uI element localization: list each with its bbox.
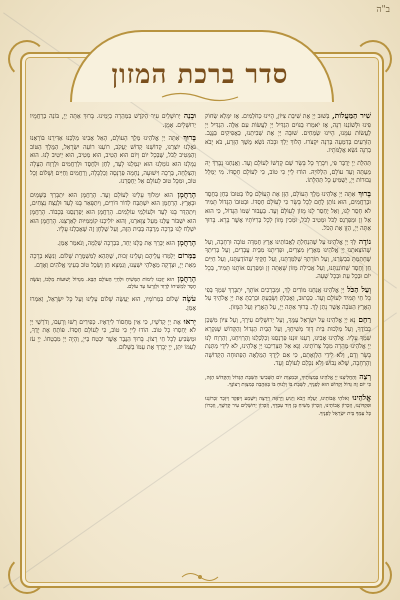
paragraph-lead-word: בָּרוּךְ xyxy=(355,188,371,198)
blessing-paragraph xyxy=(205,238,371,282)
page-number: ב"ה xyxy=(376,5,390,15)
paragraph-text: בְּשׁוּב יְיָ אֶת שִׁיבַת צִיּוֹן, הָיִינוּ כְּחֹלְמִים. אָז יִמָּלֵא שְׂחוֹק פִּינוּ וּלְשׁוֹנֵנוּ רִנָּה, אָז יֹאמְרוּ בַגּוֹיִם הִגְדִּיל יְיָ לַעֲשׂוֹת עִם אֵלֶּה. הִגְדִּיל יְיָ לַעֲשׂוֹת עִמָּנוּ, הָיִינוּ שְׂמֵחִים. שׁוּבָה יְיָ אֶת שְׁבִיתֵנוּ, כַּאֲפִיקִים בַּנֶּגֶב. הַזֹּרְעִים בְּדִמְעָה בְּרִנָּה יִקְצֹרוּ. הָלוֹךְ יֵלֵךְ וּבָכֹה נֹשֵׂא מֶשֶׁךְ הַזָּרַע, בֹּא יָבֹא בְרִנָּה נֹשֵׂא אֲלֻמֹּתָיו. xyxy=(205,113,371,155)
paragraph-text: וֵאלֹהֵי אֲבוֹתֵינוּ, יַעֲלֶה וְיָבֹא וְיַגִּיעַ וְיֵרָאֶה וְיֵרָצֶה וְיִשָּׁמַע וְיִפָּקֵד וְיִזָּכֵר זִכְרוֹנֵנוּ וּפִקְדּוֹנֵנוּ, וְזִכְרוֹן אֲבוֹתֵינוּ, וְזִכְרוֹן מָשִׁיחַ בֶּן דָּוִד עַבְדֶּךָ, וְזִכְרוֹן יְרוּשָׁלַיִם עִיר קָדְשֶׁךָ, וְזִכְרוֹן כָּל עַמְּךָ בֵּית יִשְׂרָאֵל לְפָנֶיךָ. xyxy=(205,395,371,417)
paragraph-text: יְיָ אֱלֹהֵינוּ אֲנַחְנוּ מוֹדִים לָךְ, וּמְבָרְכִים אוֹתָךְ, יִתְבָּרַךְ שִׁמְךָ בְּפִי כָּל חַי תָּמִיד לְעוֹלָם וָעֶד. כַּכָּתוּב, וְאָכַלְתָּ וְשָׂבָעְתָּ וּבֵרַכְתָּ אֶת יְיָ אֱלֹהֶיךָ עַל הָאָרֶץ הַטֹּבָה אֲשֶׁר נָתַן לָךְ. בָּרוּךְ אַתָּה יְיָ, עַל הָאָרֶץ וְעַל הַמָּזוֹן. xyxy=(205,286,371,311)
paragraph-lead-word: הָרַחֲמָן xyxy=(172,189,196,199)
paragraph-text: נָא יְיָ אֱלֹהֵינוּ עַל יִשְׂרָאֵל עַמֶּךָ, וְעַל יְרוּשָׁלַיִם עִירֶךָ, וְעַל צִיּוֹן מִשְׁכַּן כְּבוֹדֶךָ, וְעַל מַלְכוּת בֵּית דָּוִד מְשִׁיחֶךָ, וְעַל הַבַּיִת הַגָּדוֹל וְהַקָּדוֹשׁ שֶׁנִּקְרָא שִׁמְךָ עָלָיו. אֱלֹהֵינוּ אָבִינוּ, רְעֵנוּ זוּנֵנוּ פַּרְנְסֵנוּ וְכַלְכְּלֵנוּ וְהַרְוִיחֵנוּ, וְהַרְוַח לָנוּ יְיָ אֱלֹהֵינוּ מְהֵרָה מִכָּל צָרוֹתֵינוּ. וְנָא אַל תַּצְרִיכֵנוּ יְיָ אֱלֹהֵינוּ, לֹא לִידֵי מַתְּנַת בָּשָׂר וָדָם, וְלֹא לִידֵי הַלְוָאָתָם, כִּי אִם לְיָדְךָ הַמְּלֵאָה הַפְּתוּחָה הַקְּדוֹשָׁה וְהָרְחָבָה, שֶׁלֹּא נֵבוֹשׁ וְלֹא נִכָּלֵם לְעוֹלָם וָעֶד. xyxy=(205,317,371,368)
blessing-paragraph xyxy=(205,373,371,390)
paragraph-lead-word: אֱלֹהֵינוּ xyxy=(349,392,371,402)
blessing-paragraph xyxy=(205,316,371,369)
paragraph-lead-word: וּבְנֵה xyxy=(180,112,196,120)
paragraph-lead-word: וְעַל הַכֹּל xyxy=(344,284,371,294)
paragraph-text: אַתָּה יְיָ אֱלֹהֵינוּ מֶלֶךְ הָעוֹלָם, הָאֵל אָבִינוּ מַלְכֵּנוּ אַדִּירֵנוּ בּוֹרְאֵנוּ גֹּאֲלֵנוּ יוֹצְרֵנוּ, קְדוֹשֵׁנוּ קְדוֹשׁ יַעֲקֹב, רוֹעֵנוּ רוֹעֵה יִשְׂרָאֵל, הַמֶּלֶךְ הַטּוֹב וְהַמֵּטִיב לַכֹּל, שֶׁבְּכָל יוֹם וָיוֹם הוּא הֵטִיב, הוּא מֵטִיב, הוּא יֵיטִיב לָנוּ. הוּא גְמָלָנוּ הוּא גוֹמְלֵנוּ הוּא יִגְמְלֵנוּ לָעַד, לְחֵן וּלְחֶסֶד וּלְרַחֲמִים וּלְרֶוַח הַצָּלָה וְהַצְלָחָה, בְּרָכָה וִישׁוּעָה, נֶחָמָה פַּרְנָסָה וְכַלְכָּלָה, וְרַחֲמִים וְחַיִּים וְשָׁלוֹם וְכָל טוֹב, וּמִכָּל טוּב לְעוֹלָם אַל יְחַסְּרֵנוּ. xyxy=(30,135,196,186)
blessing-paragraph xyxy=(205,394,371,418)
blessing-paragraph xyxy=(30,112,196,130)
corner-ornament xyxy=(8,556,46,594)
paragraph-lead-word: יְראוּ xyxy=(180,316,196,326)
paragraph-lead-word: רַחֵם xyxy=(355,315,371,325)
paragraph-text: אֶת יְיָ קְדֹשָׁיו, כִּי אֵין מַחְסוֹר לִירֵאָיו. כְּפִירִים רָשׁוּ וְרָעֵבוּ, וְדֹרְשֵׁי יְיָ לֹא יַחְסְרוּ כָל טוֹב. הוֹדוּ לַייָ כִּי טוֹב, כִּי לְעוֹלָם חַסְדּוֹ. פּוֹתֵחַ אֶת יָדֶךָ, וּמַשְׂבִּיעַ לְכָל חַי רָצוֹן. בָּרוּךְ הַגֶּבֶר אֲשֶׁר יִבְטַח בַּייָ, וְהָיָה יְיָ מִבְטַחוֹ. יְיָ עֹז לְעַמּוֹ יִתֵּן, יְיָ יְבָרֵךְ אֶת עַמּוֹ בַשָּׁלוֹם. xyxy=(30,318,196,352)
paragraph-text: הוּא יִמְלוֹךְ עָלֵינוּ לְעוֹלָם וָעֶד. הָרַחֲמָן הוּא יִתְבָּרַךְ בַּשָּׁמַיִם וּבָאָרֶץ. הָרַחֲמָן הוּא יִשְׁתַּבַּח לְדוֹר דּוֹרִים, וְיִתְפָּאַר בָּנוּ לָעַד וּלְנֵצַח נְצָחִים, וְיִתְהַדַּר בָּנוּ לָעַד וּלְעוֹלְמֵי עוֹלָמִים. הָרַחֲמָן הוּא יְפַרְנְסֵנוּ בְּכָבוֹד. הָרַחֲמָן הוּא יִשְׁבּוֹר עֻלֵּנוּ מֵעַל צַוָּארֵנוּ, וְהוּא יוֹלִיכֵנוּ קוֹמְמִיּוּת לְאַרְצֵנוּ. הָרַחֲמָן הוּא יִשְׁלַח לָנוּ בְּרָכָה מְרֻבָּה בַּבַּיִת הַזֶּה, וְעַל שֻׁלְחָן זֶה שֶׁאָכַלְנוּ עָלָיו. xyxy=(30,191,196,234)
text-column-right xyxy=(205,112,371,554)
blessing-paragraph xyxy=(30,134,196,187)
paragraph-text: יְרוּשָׁלַיִם עִיר הַקֹּדֶשׁ בִּמְהֵרָה בְיָמֵינוּ. בָּרוּךְ אַתָּה יְיָ, בּוֹנֵה בְרַחֲמָיו יְרוּשָׁלָיִם. אָמֵן. xyxy=(30,113,196,129)
paragraph-lead-word: הָרַחֲמָן xyxy=(174,273,196,283)
paragraph-lead-word: הָרַחֲמָן xyxy=(174,237,196,247)
blessing-paragraph xyxy=(30,275,196,292)
paragraph-text: וְהַחֲלִיצֵנוּ יְיָ אֱלֹהֵינוּ בְּמִצְוֹתֶיךָ, וּבְמִצְוַת יוֹם הַשְּׁבִיעִי הַשַּׁבָּת הַגָּדוֹל וְהַקָּדוֹשׁ הַזֶּה, כִּי יוֹם זֶה גָּדוֹל וְקָדוֹשׁ הוּא לְפָנֶיךָ, לִשְׁבָּת בּוֹ וְלָנוּחַ בּוֹ בְּאַהֲבָה כְּמִצְוַת רְצוֹנֶךָ. xyxy=(205,375,371,389)
blessing-paragraph xyxy=(30,295,196,313)
bottom-ornament xyxy=(180,570,220,584)
blessing-paragraph xyxy=(30,252,196,270)
text-column-left xyxy=(30,112,196,554)
blessing-paragraph xyxy=(30,191,196,235)
paragraph-text: אַתָּה יְיָ אֱלֹהֵינוּ מֶלֶךְ הָעוֹלָם, הַזָּן אֶת הָעוֹלָם כֻּלּוֹ בְּטוּבוֹ בְּחֵן בְּחֶסֶד וּבְרַחֲמִים, הוּא נוֹתֵן לֶחֶם לְכָל בָּשָׂר כִּי לְעוֹלָם חַסְדּוֹ. וּבְטוּבוֹ הַגָּדוֹל תָּמִיד לֹא חָסַר לָנוּ, וְאַל יֶחְסַר לָנוּ מָזוֹן לְעוֹלָם וָעֶד. בַּעֲבוּר שְׁמוֹ הַגָּדוֹל, כִּי הוּא אֵל זָן וּמְפַרְנֵס לַכֹּל וּמֵטִיב לַכֹּל, וּמֵכִין מָזוֹן לְכָל בְּרִיּוֹתָיו אֲשֶׁר בָּרָא. בָּרוּךְ אַתָּה יְיָ, הַזָּן אֶת הַכֹּל. xyxy=(205,190,371,233)
blessing-paragraph xyxy=(205,160,371,186)
blessing-paragraph xyxy=(205,190,371,234)
paragraph-text: הוּא יְבָרֵךְ אֶת כֻּלָּנוּ יַחַד, בִּבְרָכָה שְׁלֵמָה, וְנֹאמַר אָמֵן. xyxy=(57,239,175,247)
corner-ornament xyxy=(354,556,392,594)
paragraph-text: לְּךָ יְיָ אֱלֹהֵינוּ עַל שֶׁהִנְחַלְתָּ לַאֲבוֹתֵינוּ אֶרֶץ חֶמְדָּה טוֹבָה וּרְחָבָה, וְעַל שֶׁהוֹצֵאתָנוּ יְיָ אֱלֹהֵינוּ מֵאֶרֶץ מִצְרַיִם, וּפְדִיתָנוּ מִבֵּית עֲבָדִים, וְעַל בְּרִיתְךָ שֶׁחָתַמְתָּ בִּבְשָׂרֵנוּ, וְעַל תּוֹרָתְךָ שֶׁלִּמַּדְתָּנוּ, וְעַל חֻקֶּיךָ שֶׁהוֹדַעְתָּנוּ, וְעַל חַיִּים חֵן וָחֶסֶד שֶׁחוֹנַנְתָּנוּ, וְעַל אֲכִילַת מָזוֹן שָׁאַתָּה זָן וּמְפַרְנֵס אוֹתָנוּ תָּמִיד, בְּכָל יוֹם וּבְכָל עֵת וּבְכָל שָׁעָה. xyxy=(205,238,371,281)
paragraph-text: יְלַמְּדוּ עֲלֵיהֶם וְעָלֵינוּ זְכוּת, שֶׁתְּהֵא לְמִשְׁמֶרֶת שָׁלוֹם. וְנִשָּׂא בְרָכָה מֵאֵת יְיָ, וּצְדָקָה מֵאֱלֹהֵי יִשְׁעֵנוּ, וְנִמְצָא חֵן וְשֵׂכֶל טוֹב בְּעֵינֵי אֱלֹהִים וְאָדָם. xyxy=(30,253,196,269)
blessing-paragraph xyxy=(30,318,196,353)
paragraph-text: שָׁלוֹם בִּמְרוֹמָיו, הוּא יַעֲשֶׂה שָׁלוֹם עָלֵינוּ וְעַל כָּל יִשְׂרָאֵל, וְאִמְרוּ אָמֵן. xyxy=(30,296,196,312)
blessing-paragraph xyxy=(205,112,371,156)
page-title: סדר ברכת המזון xyxy=(111,60,289,90)
paragraph-lead-word: נוֹדֶה xyxy=(356,236,371,246)
blessing-paragraph xyxy=(30,239,196,249)
paragraph-lead-word: רְצֵה xyxy=(356,372,371,382)
paragraph-lead-word: בַּמָּרוֹם xyxy=(175,251,196,261)
paragraph-lead-word: עֹשֶׂה xyxy=(178,294,196,304)
corner-ornament xyxy=(354,40,392,78)
paragraph-lead-word: שִׁיר הַמַּעֲלוֹת, xyxy=(329,112,371,120)
paragraph-text: תְּהִלַּת יְיָ יְדַבֶּר פִּי, וִיבָרֵךְ כָּל בָּשָׂר שֵׁם קָדְשׁוֹ לְעוֹלָם וָעֶד. וַאֲנַחְנוּ נְבָרֵךְ יָהּ מֵעַתָּה וְעַד עוֹלָם, הַלְלוּיָהּ. הוֹדוּ לַייָ כִּי טוֹב, כִּי לְעוֹלָם חַסְדּוֹ. מִי יְמַלֵּל גְּבוּרוֹת יְיָ, יַשְׁמִיעַ כָּל תְּהִלָּתוֹ. xyxy=(205,159,371,185)
paragraph-lead-word: בָּרוּךְ xyxy=(179,133,196,143)
blessing-paragraph xyxy=(205,286,371,313)
title-flourish xyxy=(160,92,240,102)
corner-ornament xyxy=(8,40,46,78)
paragraph-text: הוּא יְזַכֵּנוּ לִימוֹת הַמָּשִׁיחַ וּלְחַיֵּי הָעוֹלָם הַבָּא. מִגְדּוֹל יְשׁוּעוֹת מַלְכּוֹ, וְעֹשֶׂה חֶסֶד לִמְשִׁיחוֹ לְדָוִד וּלְזַרְעוֹ עַד עוֹלָם. xyxy=(30,276,196,290)
